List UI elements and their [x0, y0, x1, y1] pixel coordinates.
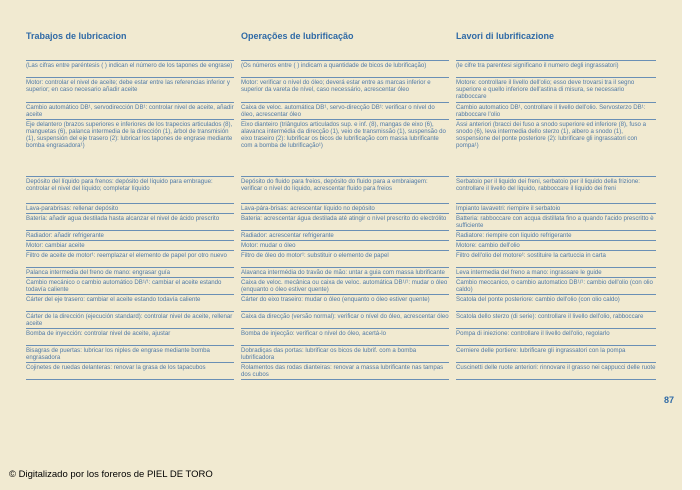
- table-row: Batteria: rabboccare con acqua distillata fino a quando l'acido prescritto è sufficiente: [456, 214, 656, 231]
- table-row: Filtro de óleo do motor¹: substituir o elemento de papel: [241, 251, 449, 268]
- copyright-notice: © Digitalizado por los foreros de PIEL DE TORO: [9, 469, 213, 480]
- table-row: Cojinetes de ruedas delanteras: renovar la grasa de los tapacubos: [26, 363, 234, 380]
- table-row: Depósito del líquido para frenos: depósito del líquido para embrague: controlar el nivel del líquido; completar líquido: [26, 177, 234, 204]
- table-row: Caixa da direcção (versão normal): verificar o nível do óleo, acrescentar óleo: [241, 312, 449, 329]
- table-row: Radiador: añadir refrigerante: [26, 231, 234, 241]
- table-row: Motor: cambiar aceite: [26, 241, 234, 251]
- row-list: [26, 60, 234, 380]
- table-row: Cárter do eixo traseiro: mudar o óleo (enquanto o óleo estiver quente): [241, 295, 449, 312]
- table-row: Eje delantero (brazos superiores e inferiores de los trapecios articulados (8), manguetas (6), palanca intermedia de la dirección (1), árbol de transmisión (1), suspensión del eje trasero (2): lubricar los tapones de engrase mediante bomba engrasadora¹): [26, 120, 234, 177]
- column-spanish: [26, 30, 234, 380]
- table-row: Assi anteriori (bracci dei fuso a snodo superiore ed inferiore (8), fuso a snodo (6), leva intermedia dello sterzo (1), albero a snodo (1), sospensione del ponte posteriore (2): lubrificare gli ingrassatori con pompa¹): [456, 120, 656, 177]
- table-row: (Os números entre ( ) indicam a quantidade de bicos de lubrificação): [241, 61, 449, 78]
- table-row: Dobradiças das portas: lubrificar os bicos de lubrif. com a bomba lubrificadora: [241, 346, 449, 363]
- column-title: Operações de lubrificação: [241, 31, 354, 41]
- table-row: Motor: controlar el nivel de aceite; debe estar entre las referencias inferior y superior; en caso necesario añadir aceite: [26, 78, 234, 103]
- table-row: Cambio automático DB¹, servodirección DB¹: controlar nivel de aceite, añadir aceite: [26, 104, 234, 118]
- table-row: Lava-pára-brisas: acrescentar líquido no depósito: [241, 204, 449, 214]
- table-row: Cambio mecánico o cambio automático DB¹/¹: cambiar el aceite estando todavía caliente: [26, 278, 234, 295]
- table-row: Cárter de la dirección (ejecución standard): controlar nivel de aceite, rellenar aceite: [26, 313, 233, 327]
- table-row: Bisagras de puertas: lubricar los niples de engrase mediante bomba engrasadora: [26, 346, 234, 363]
- table-row: Impianto lavavetri: riempire il serbatoio: [456, 204, 656, 214]
- column-title: Trabajos de lubricacion: [26, 31, 127, 41]
- table-row: Cárter del eje trasero: cambiar el aceite estando todavía caliente: [26, 295, 234, 312]
- table-row: Cambio automatico DB¹, controllare il livello dell'olio. Servosterzo DB¹: rabboccare l'olio: [456, 103, 656, 120]
- table-row: Bomba de injecção: verificar o nível do óleo, acertá-lo: [241, 329, 449, 346]
- table-row: Caixa de veloc. automática DB¹, servo-direcção DB¹: verificar o nível do óleo, acrescentar óleo: [241, 103, 449, 120]
- table-row: Rolamentos das rodas dianteiras: renovar a massa lubrificante nas tampas dos cubos: [241, 363, 449, 380]
- table-row: Scatola del ponte posteriore: cambio dell'olio (con olio caldo): [456, 295, 656, 312]
- table-row: Depósito do fluido para freios, depósito do fluido para a embraiagem: verificar o nível do líquido, acrescentar fluido para freios: [241, 177, 449, 204]
- table-row: Motor: mudar o óleo: [241, 241, 449, 251]
- table-row: (le cifre tra parentesi significano il numero degli ingrassatori): [456, 61, 656, 78]
- table-row: Radiatore: riempire con liquido refrigerante: [456, 231, 656, 241]
- table-row: Scatola dello sterzo (di serie): controllare il livello dell'olio, rabboccare: [456, 312, 656, 329]
- table-row: Batería: añadir agua destilada hasta alcanzar el nivel de ácido prescrito: [26, 214, 234, 231]
- table-row: Lava-parabrisas: rellenar depósito: [26, 204, 234, 214]
- table-row: Caixa de veloc. mecânica ou caixa de veloc. automática DB¹/¹: mudar o óleo (enquanto o óleo estiver quente): [241, 279, 448, 293]
- table-row: Filtro dell'olio del motore¹: sostituire la cartuccia in carta: [456, 251, 656, 268]
- table-row: Cambio meccanico, o cambio automatico DB¹/¹: cambio dell'olio (con olio caldo): [456, 278, 656, 295]
- column-italian: [456, 30, 656, 380]
- table-row: Motor: verificar o nível do óleo; deverá estar entre as marcas inferior e superior da vareta de nível, caso necessário, acrescentar óleo: [241, 78, 449, 103]
- page-number: 87: [664, 395, 675, 405]
- table-row: (Las cifras entre paréntesis ( ) indican el número de los tapones de engrase): [26, 61, 234, 78]
- table-row: Serbatoio per il liquido dei freni, serbatoio per il liquido della frizione: controllare il livello del liquido, rabboccare il liquido dei freni: [456, 177, 656, 204]
- table-row: Filtro de aceite de motor¹: reemplazar el elemento de papel por otro nuevo: [26, 251, 234, 268]
- table-row: Bateria: acrescentar água destilada até atingir o nível prescrito do electrólito: [241, 214, 449, 231]
- table-row: Leva intermedia del freno a mano: ingrassare le guide: [456, 268, 656, 278]
- table-row: Motore: cambio dell'olio: [456, 241, 656, 251]
- column-portuguese: [241, 30, 449, 380]
- table-row: Palanca intermedia del freno de mano: engrasar guía: [26, 268, 234, 278]
- table-row: Pompa di iniezione: controllare il livello dell'olio, regolarlo: [456, 329, 656, 346]
- table-row: Motore: controllare il livello dell'olio; esso deve trovarsi tra il segno superiore e quello inferiore dell'astina di misura, se necessario rabboccare: [456, 78, 656, 103]
- row-list: [456, 60, 656, 380]
- table-row: Alavanca intermédia do travão de mão: untar a guia com massa lubrificante: [241, 268, 449, 278]
- table-row: Cerniere delle portiere: lubrificare gli ingrassatori con la pompa: [456, 346, 656, 363]
- column-title: Lavori di lubrificazione: [456, 31, 555, 41]
- table-row: Cuscinetti delle ruote anteriori: rinnovare il grasso nei cappucci delle ruote: [456, 363, 656, 380]
- table-row: Radiador: acrescentar refrigerante: [241, 231, 449, 241]
- table-row: Bomba de inyección: controlar nivel de aceite, ajustar: [26, 329, 234, 346]
- table-row: Eixo dianteiro (triângulos articulados sup. e inf. (8), mangas de eixo (6), alavanca intermédia da direcção (1), veio de transmissão (1), suspensão do eixo traseiro (2): lubrificar os bicos de lubrificação com massa lubrificante com a bomba de lubrificação¹): [241, 120, 449, 177]
- row-list: [241, 60, 449, 380]
